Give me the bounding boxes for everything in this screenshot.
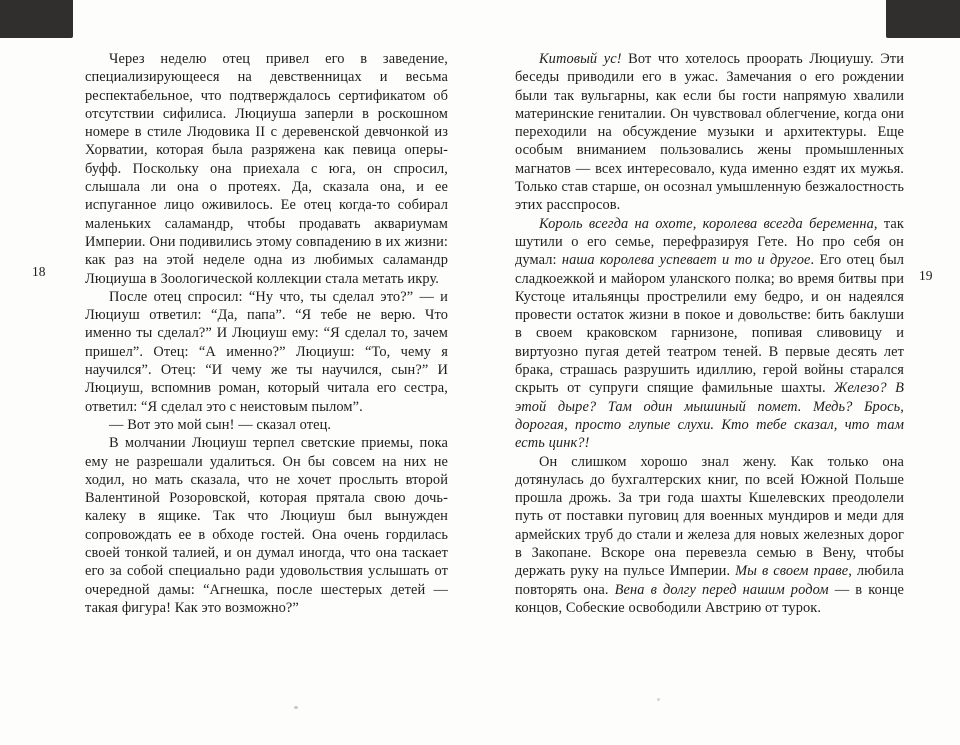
text-run: Он слишком хорошо знал жену. Как только она дотянулась до бухгалтерских книг, по всей Южной Польше прошла дрожь. За три года шахты Кшелевских преодолели путь от поставки пуговиц для военных мундиров и меди для армейских труб до стали и железа для новых железных дорог в Закопане. Вскоре она перевезла семью в Вену, чтобы держать руку на пульсе Империи. [515, 453, 904, 580]
text-run: Китовый ус! [539, 51, 622, 67]
text-run: — Вот это мой сын! — сказал отец. [109, 416, 332, 433]
paragraph [85, 434, 448, 617]
text-run: наша королева успевает и то и другое [561, 252, 811, 269]
paragraph [515, 50, 904, 215]
paragraph [85, 50, 448, 288]
paragraph [85, 288, 448, 416]
scan-dust-speck [294, 706, 298, 709]
text-run: После отец спросил: “Ну что, ты сделал это?” — и Люциуш ответил: “Да, папа”. “Я тебе не верю. Что именно ты сделал?” И Люциуш ему: “Я сделал то, зачем пришел”. Отец: “А именно?” Люциуш: “То, чему я научился”. Отец: “И чему же ты научился, сын?” И Люциуш, вспомнив роман, который читала его сестра, ответил: “Я сделал это с неистовым пылом”. [85, 288, 448, 415]
text-run: . Его отец был сладкоежкой и майором уланского полка; во время битвы при Кустоце итальянцы прострелили ему бедро, и он надеялся провести остаток жизни в покое и довольстве: бить баклуши в своем краковском гарнизоне, попивая сливовицу и виртуозно пугая детей театром теней. В первые десять лет брака, страшась разрушить идиллию, герой войны старался скрыть от супруги спящие фамильные шахты. [515, 252, 904, 397]
text-run: Железо? В этой дыре? Там один мышиный помет. Медь? Брось, дорогая, просто глупые слухи. Кто тебе сказал, что там есть цинк?! [515, 380, 904, 452]
page-number-right: 19 [919, 268, 933, 283]
page-number-left: 18 [32, 264, 46, 279]
paragraph [85, 416, 448, 434]
right-page-text-column [515, 50, 904, 617]
scan-corner-top-right [886, 0, 960, 38]
scan-corner-top-left [0, 0, 73, 38]
text-run: — в конце концов, Собеские освободили Австрию от турок. [515, 581, 904, 616]
scan-dust-speck [657, 698, 660, 701]
text-run: Через неделю отец привел его в заведение, специализирующееся на девственницах и весьма респектабельное, что подтверждалось сертификатом об отсутствии сифилиса. Люциуша заперли в роскошном номере в стиле Людовика II с деревенской девчонкой из Хорватии, которая была разряжена как певица оперы-буфф. Поскольку она приехала с юга, он спросил, слышала ли она о протеях. Да, сказала она, и ее испуганное лицо оживилось. Ее отец когда-то собирал маленьких саламандр, чтобы продавать аквариумам Империи. Они подивились этому совпадению в их жизни: как раз на этой неделе одна из любимых саламандр Люциуша в Зоологической коллекции стала метать икру. [85, 51, 448, 287]
text-run: , так шутили о его семье, перефразируя Гете. Но про себя он думал: [515, 215, 904, 269]
text-run: Король всегда на охоте, королева всегда беременна [539, 215, 874, 232]
left-page-text-column [85, 50, 448, 617]
paragraph [515, 453, 904, 618]
text-run: В молчании Люциуш терпел светские приемы, пока ему не разрешали удалиться. Он бы совсем на них не ходил, но мать сказала, что не хочет прослыть второй Валентиной Розоровской, которая прятала свою дочь-калеку в ящике. Так что Люциуш был вынужден сопровождать ее в обходе гостей. Она очень гордилась своей тонкой талией, и он думал иногда, что она таскает его за собой специально ради удовольствия услышать от очередной дамы: “Агнешка, после шестерых детей — такая фигура! Как это возможно?” [85, 435, 448, 616]
text-run: Мы в своем праве [735, 563, 849, 580]
text-run: , любила повторять она. [515, 563, 904, 598]
paragraph [515, 215, 904, 453]
text-run: Вена в долгу перед нашим родом [614, 581, 829, 598]
text-run: Вот что хотелось проорать Люциушу. Эти беседы приводили его в ужас. Замечания о его рождении были так вульгарны, как если бы гости напрямую хвалили материнские гениталии. Он чувствовал облегчение, когда они переходили на обсуждение музыки и архитектуры. Еще особым вниманием пользовались жены промышленных магнатов — всех интересовало, куда именно ездят их мужья. Только став старше, он осознал умышленную безжалостность этих расспросов. [515, 51, 904, 214]
